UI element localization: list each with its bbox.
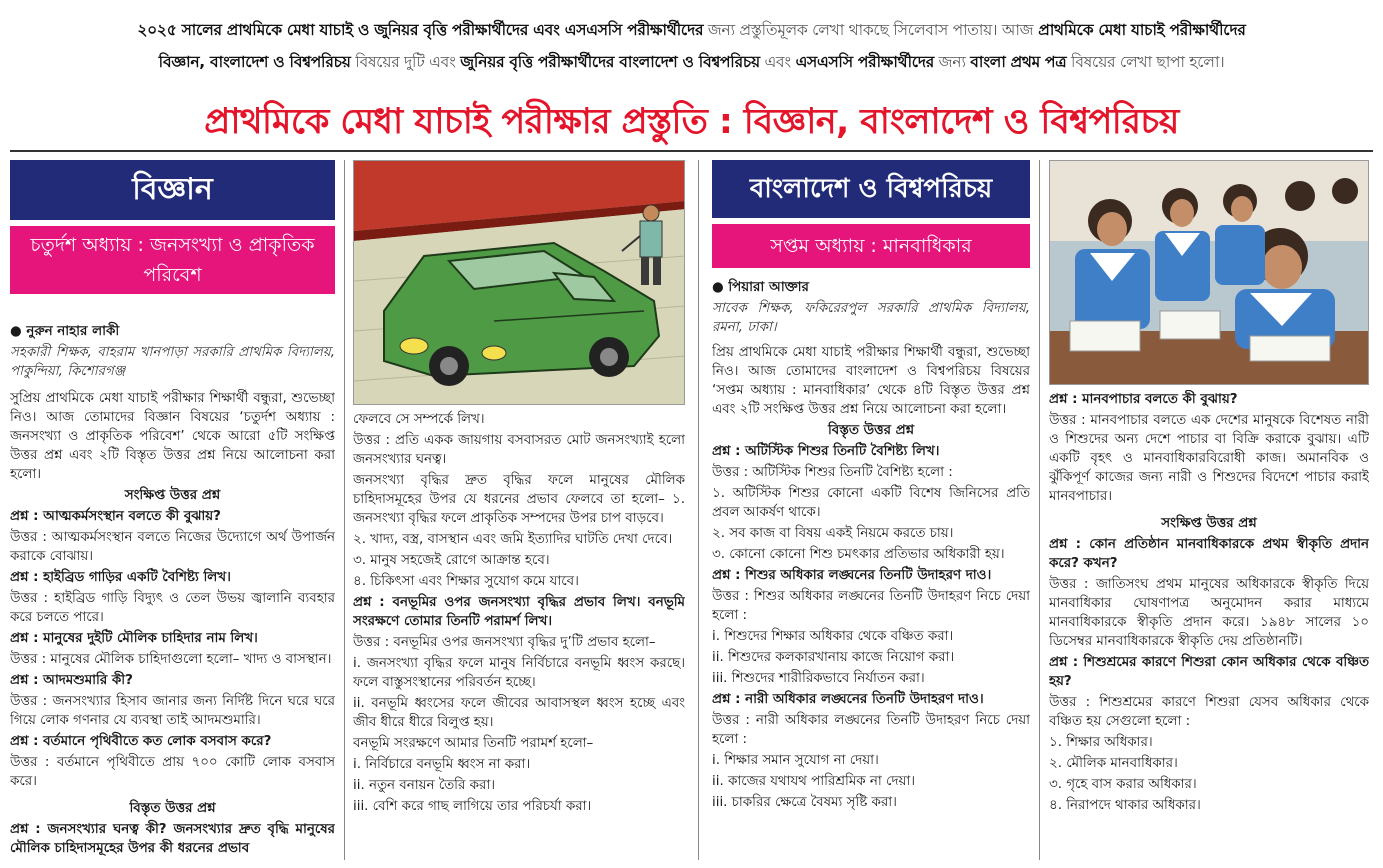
- answer: জনসংখ্যা বৃদ্ধির দ্রুত বৃদ্ধির ফলে মানুষের মৌলিক চাহিদাসমূহের উপর যে ধরনের প্রভাব ফেলবে তা হলো– ১. জনসংখ্যা বৃদ্ধির ফলে প্রাকৃতিক সম্পদের উপর চাপ বাড়বে।: [353, 473, 685, 526]
- answer-list-item: i. শিক্ষার সমান সুযোগ না দেয়া।: [712, 753, 879, 768]
- question: প্রশ্ন : শিশুশ্রমের কারণে শিশুরা কোন অধিকার থেকে বঞ্চিত হয়?: [1049, 655, 1369, 689]
- question: প্রশ্ন : নারী অধিকার লঙ্ঘনের তিনটি উদাহরণ দাও।: [712, 692, 984, 707]
- answer: উত্তর : শিশুশ্রমের কারণে শিশুরা যেসব অধিকার থেকে বঞ্চিত হয় সেগুলো হলো :: [1049, 695, 1369, 729]
- question: প্রশ্ন : মানুষের দুইটি মৌলিক চাহিদার নাম লিখ।: [10, 631, 258, 646]
- question: প্রশ্ন : হাইব্রিড গাড়ির একটি বৈশিষ্ট্য লিখ।: [10, 570, 231, 585]
- answer-list-item: ii. শিশুদের কলকারখানায় কাজে নিয়োগ করা।: [712, 650, 955, 665]
- answer-list-item: i. শিশুদের শিক্ষার অধিকার থেকে বঞ্চিত করা।: [712, 629, 954, 644]
- answer-list-item: i. নির্বিচারে বনভূমি ধ্বংস না করা।: [353, 757, 531, 772]
- answer-list-item: ৩. মানুষ সহজেই রোগে আক্রান্ত হবে।: [353, 553, 550, 568]
- article-intro: প্রিয় প্রাথমিকে মেধা যাচাই পরীক্ষার শিক্ষার্থী বন্ধুরা, শুভেচ্ছা নিও। আজ তোমাদের বাংলাদেশ ও বিশ্বপরিচয় বিষয়ের ‘সপ্তম অধ্যায় : মানবাধিকার’ থেকে ৪টি বিস্তৃত উত্তর প্রশ্ন এবং ২টি সংক্ষিপ্ত উত্তর প্রশ্ন নিয়ে আলোচনা করা হলো।: [712, 345, 1030, 417]
- intro-plain-5: বিষয়ের লেখা ছাপা হলো।: [1066, 53, 1225, 71]
- intro-plain-4: জন্য: [934, 53, 971, 71]
- intro-bold-1: ২০২৫ সালের প্রাথমিকে মেধা যাচাই ও জুনিয়র বৃত্তি পরীক্ষার্থীদের এবং এসএসসি পরীক্ষার্থীদের: [137, 21, 704, 39]
- answer: উত্তর : বনভূমির ওপর জনসংখ্যা বৃদ্ধির দু’টি প্রভাব হলো–: [353, 635, 656, 650]
- intro-plain-2: বিষয়ের দুটি এবং: [350, 53, 461, 71]
- intro-bold-2: প্রাথমিকে মেধা যাচাই পরীক্ষার্থীদের: [1033, 21, 1246, 39]
- question: প্রশ্ন : অটিস্টিক শিশুর তিনটি বৈশিষ্ট্য লিখ।: [712, 444, 940, 459]
- answer: উত্তর : নারী অধিকার লঙ্ঘনের তিনটি উদাহরণ নিচে দেয়া হলো :: [712, 713, 1030, 747]
- intro-line-1: [10, 14, 1373, 46]
- students-photo-svg: [1050, 161, 1369, 385]
- answer: উত্তর : জনসংখ্যার হিসাব জানার জন্য নির্দিষ্ট দিনে ঘরে ঘরে গিয়ে লোক গণনার যে ব্যবস্থা তাই আদমশুমারি।: [10, 694, 335, 728]
- column-bgs-continued: [1049, 390, 1369, 860]
- answer: উত্তর : জাতিসংঘ প্রথম মানুষের অধিকারকে স্বীকৃতি দিয়ে মানবাধিকার ঘোষণাপত্র অনুমোদন করার মাধ্যমে মানবাধিকারকে স্বীকৃতি প্রদান করে। ১৯৪৮ সালের ১০ ডিসেম্বর মানবাধিকারকে স্বীকৃতি দেয় প্রতিষ্ঠানটি।: [1049, 577, 1369, 649]
- car-illustration: [353, 160, 685, 405]
- answer: উত্তর : হাইব্রিড গাড়ি বিদ্যুৎ ও তেল উভয় জ্বালানি ব্যবহার করে চলতে পারে।: [10, 591, 335, 625]
- question: প্রশ্ন : বর্তমানে পৃথিবীতে কত লোক বসবাস করে?: [10, 734, 272, 749]
- section-heading: বিস্তৃত উত্তর প্রশ্ন: [129, 801, 216, 816]
- section-heading: সংক্ষিপ্ত উত্তর প্রশ্ন: [1161, 516, 1257, 531]
- intro-text: [10, 14, 1373, 78]
- column-divider: [1039, 160, 1040, 860]
- answer-list-item: ৩. কোনো কোনো শিশু চমৎকার প্রতিভার অধিকারী হয়।: [712, 547, 1005, 562]
- answer-list-item: ২. খাদ্য, বস্ত্র, বাসস্থান এবং জমি ইত্যাদির ঘাটতি দেখা দেবে।: [353, 532, 673, 547]
- chapter-banner-science: চতুর্দশ অধ্যায় : জনসংখ্যা ও প্রাকৃতিক পরিবেশ: [10, 226, 335, 294]
- answer-list-item: ১. শিক্ষার অধিকার।: [1049, 735, 1153, 750]
- column-bangladesh-world: [712, 160, 1030, 868]
- qa-list: [10, 507, 335, 791]
- article-intro: সুপ্রিয় প্রাথমিকে মেধা যাচাই পরীক্ষার শিক্ষার্থী বন্ধুরা, শুভেচ্ছা নিও। আজ তোমাদের বিজ্ঞান বিষয়ের ‘চতুর্দশ অধ্যায় : জনসংখ্যা ও প্রাকৃতিক পরিবেশ’ থেকে আরো ৫টি সংক্ষিপ্ত উত্তর প্রশ্ন এবং ২টি বিস্তৃত উত্তর প্রশ্ন নিয়ে আলোচনা করা হলো।: [10, 391, 335, 482]
- intro-bold-3: বিজ্ঞান, বাংলাদেশ ও বিশ্বপরিচয়: [158, 53, 351, 71]
- question: প্রশ্ন : জনসংখ্যার ঘনত্ব কী? জনসংখ্যার দ্রুত বৃদ্ধি মানুষের মৌলিক চাহিদাসমূহের উপর কী ধরনের প্রভাব: [10, 822, 335, 856]
- answer-list-item: ii. নতুন বনায়ন তৈরি করা।: [353, 778, 496, 793]
- author-name: ● নুরুন নাহার লাকী: [10, 324, 120, 339]
- question: প্রশ্ন : মানবপাচার বলতে কী বুঝায়?: [1049, 392, 1238, 407]
- author-affiliation: সাবেক শিক্ষক, ফকিরেরপুল সরকারি প্রাথমিক বিদ্যালয়, রমনা, ঢাকা।: [712, 301, 1030, 335]
- answer-list-item: ২. মৌলিক মানবাধিকার।: [1049, 756, 1178, 771]
- question: প্রশ্ন : বনভূমির ওপর জনসংখ্যা বৃদ্ধির প্রভাব লিখ। বনভূমি সংরক্ষণে তোমার তিনটি পরামর্শ লিখ।: [353, 595, 685, 629]
- answer: উত্তর : শিশুর অধিকার লঙ্ঘনের তিনটি উদাহরণ নিচে দেয়া হলো :: [712, 589, 1030, 623]
- chapter-banner-bgs: সপ্তম অধ্যায় : মানবাধিকার: [712, 224, 1030, 268]
- intro-plain-3: এবং: [759, 53, 796, 71]
- question-continued: ফেলবে সে সম্পর্কে লিখ।: [353, 412, 485, 427]
- answer: উত্তর : প্রতি একক জায়গায় বসবাসরত মোট জনসংখ্যাই হলো জনসংখ্যার ঘনত্ব।: [353, 433, 685, 467]
- subject-banner-bgs: বাংলাদেশ ও বিশ্বপরিচয়: [712, 160, 1030, 218]
- intro-bold-4: জুনিয়র বৃত্তি পরীক্ষার্থীদের বাংলাদেশ ও বিশ্বপরিচয়: [460, 53, 760, 71]
- section-heading: বিস্তৃত উত্তর প্রশ্ন: [827, 423, 915, 438]
- answer: উত্তর : অটিস্টিক শিশুর তিনটি বৈশিষ্ট্য হলো :: [712, 465, 953, 480]
- column-science-continued: [353, 410, 685, 860]
- subject-banner-science: বিজ্ঞান: [10, 160, 335, 220]
- answer-list-item: iii. বেশি করে গাছ লাগিয়ে তার পরিচর্যা করা।: [353, 799, 592, 814]
- intro-plain-1: জন্য প্রস্তুতিমূলক লেখা থাকছে সিলেবাস পাতায়। আজ: [703, 21, 1034, 39]
- question: প্রশ্ন : আদমশুমারি কী?: [10, 673, 133, 688]
- section-heading: সংক্ষিপ্ত উত্তর প্রশ্ন: [124, 488, 221, 503]
- answer-list-item: iii. চাকরির ক্ষেত্রে বৈষম্য সৃষ্টি করা।: [712, 795, 897, 810]
- answer-list-item: i. জনসংখ্যা বৃদ্ধির ফলে মানুষ নির্বিচারে বনভূমি ধ্বংস করছে। ফলে বাস্তুসংস্থানের পরিবর্তন হচ্ছে।: [353, 656, 685, 690]
- students-exam-photo: [1049, 160, 1369, 385]
- answer: বনভূমি সংরক্ষণে আমার তিনটি পরামর্শ হলো–: [353, 736, 594, 751]
- answer-list-item: ii. কাজের যথাযথ পারিশ্রমিক না দেয়া।: [712, 774, 916, 789]
- question: প্রশ্ন : কোন প্রতিষ্ঠান মানবাধিকারকে প্রথম স্বীকৃতি প্রদান করে? কখন?: [1049, 537, 1369, 571]
- answer: উত্তর : মানুষের মৌলিক চাহিদাগুলো হলো– খাদ্য ও বাসস্থান।: [10, 652, 332, 667]
- answer-list-item: ৩. গৃহে বাস করার অধিকার।: [1049, 777, 1197, 792]
- answer-list-item: ৪. চিকিৎসা এবং শিক্ষার সুযোগ কমে যাবে।: [353, 574, 579, 589]
- answer: উত্তর : আত্মকর্মসংস্থান বলতে নিজের উদ্যোগে অর্থ উপার্জন করাকে বোঝায়।: [10, 530, 335, 564]
- intro-bold-5: এসএসসি পরীক্ষার্থীদের: [795, 53, 934, 71]
- author-name: ● পিয়ারা আক্তার: [712, 280, 809, 295]
- question: প্রশ্ন : আত্মকর্মসংস্থান বলতে কী বুঝায়?: [10, 509, 221, 524]
- answer-list-item: ২. সব কাজ বা বিষয় একই নিয়মে করতে চায়।: [712, 526, 954, 541]
- answer-list-item: ii. বনভূমি ধ্বংসের ফলে জীবের আবাসস্থল ধ্বংস হচ্ছে এবং জীব ধীরে ধীরে বিলুপ্ত হয়।: [353, 696, 685, 730]
- answer-list-item: iii. শিশুদের শারীরিকভাবে নির্যাতন করা।: [712, 671, 925, 686]
- answer: উত্তর : মানবপাচার বলতে এক দেশের মানুষকে বিশেষত নারী ও শিশুদের অন্য দেশে পাচার বা বিক্রি করাকে বুঝায়। এটি একটি বৃহৎ ও মানবাধিকারবিরোধী কাজ। অমানবিক ও ঝুঁকিপূর্ণ কাজের জন্য নারী ও শিশুদের বিদেশে পাচার করাই মানবপাচার।: [1049, 413, 1369, 504]
- answer-list-item: ১. অটিস্টিক শিশুর কোনো একটি বিশেষ জিনিসের প্রতি প্রবল আকর্ষণ থাকে।: [712, 486, 1030, 520]
- car-illustration-svg: [354, 161, 685, 405]
- column-divider: [344, 160, 345, 860]
- author-affiliation: সহকারী শিক্ষক, বাহরাম খানপাড়া সরকারি প্রাথমিক বিদ্যালয়, পাকুন্দিয়া, কিশোরগঞ্জ: [10, 345, 335, 379]
- headline-divider: [10, 150, 1373, 152]
- column-divider: [698, 160, 699, 860]
- intro-bold-6: বাংলা প্রথম পত্র: [970, 53, 1067, 71]
- page-headline: প্রাথমিকে মেধা যাচাই পরীক্ষার প্রস্তুতি : বিজ্ঞান, বাংলাদেশ ও বিশ্বপরিচয়: [204, 102, 1179, 142]
- intro-line-2: [10, 46, 1373, 78]
- column-science: [10, 160, 335, 868]
- answer-list-item: ৪. নিরাপদে থাকার অধিকার।: [1049, 798, 1201, 813]
- answer: উত্তর : বর্তমানে পৃথিবীতে প্রায় ৭০০ কোটি লোক বসবাস করে।: [10, 755, 335, 789]
- question: প্রশ্ন : শিশুর অধিকার লঙ্ঘনের তিনটি উদাহরণ দাও।: [712, 568, 992, 583]
